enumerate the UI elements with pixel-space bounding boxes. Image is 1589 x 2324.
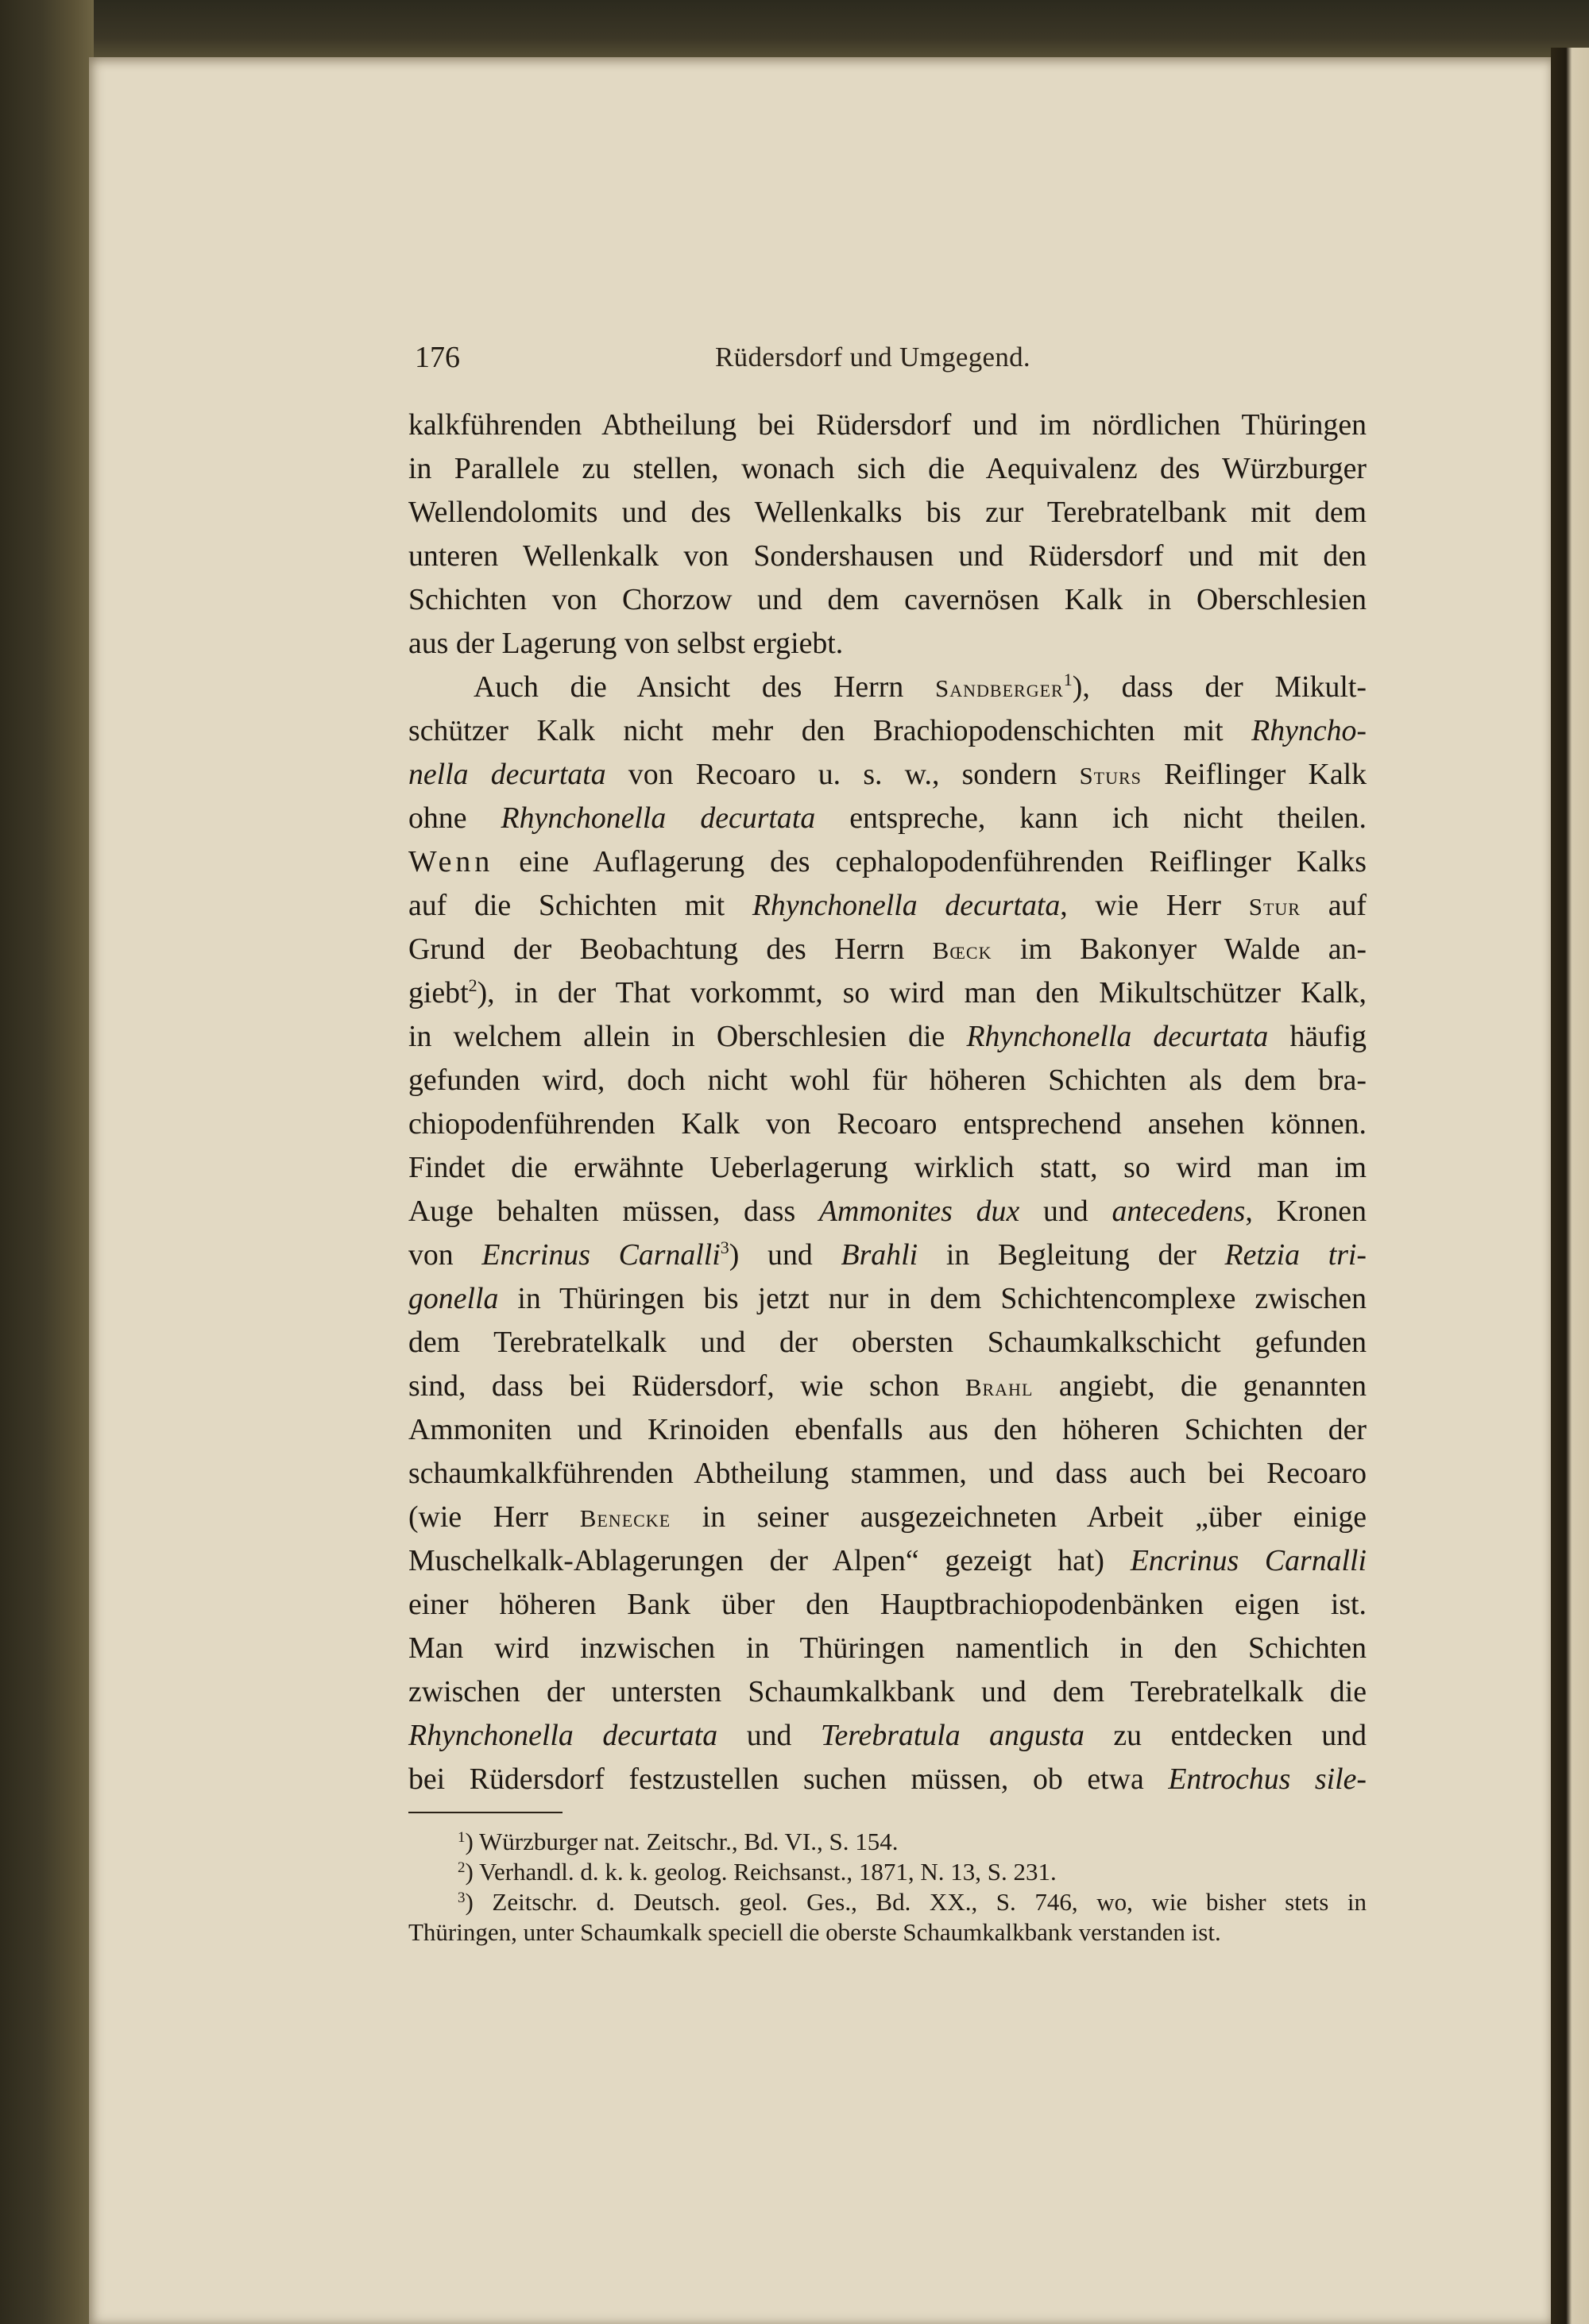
text-line: auf die Schichten mit Rhynchonella decurtata, wie Herr Stur auf bbox=[408, 889, 1367, 922]
text-line: chiopodenführenden Kalk von Recoaro entsprechend ansehen können. bbox=[408, 1107, 1367, 1141]
footnote-ref: 2 bbox=[468, 975, 477, 995]
footnote-3-continued: Thüringen, unter Schaumkalk speciell die oberste Schaumkalkbank verstanden ist. bbox=[408, 1918, 1221, 1946]
author-name: Brahl bbox=[965, 1373, 1034, 1401]
text-line: (wie Herr Benecke in seiner ausgezeichneten Arbeit „über einige bbox=[408, 1500, 1367, 1534]
taxon-name: Rhynchonella decurtata bbox=[966, 1020, 1269, 1053]
text-line: Auge behalten müssen, dass Ammonites dux und antecedens, Kronen bbox=[408, 1195, 1367, 1228]
author-name: Bœck bbox=[932, 936, 992, 964]
footnotes bbox=[408, 1827, 1367, 1948]
text-line: unteren Wellenkalk von Sondershausen und Rüdersdorf und mit den bbox=[408, 539, 1367, 573]
text-line: dem Terebratelkalk und der obersten Schaumkalkschicht gefunden bbox=[408, 1326, 1367, 1359]
text-line: aus der Lagerung von selbst ergiebt. bbox=[408, 627, 844, 660]
taxon-name: Rhyncho- bbox=[1251, 714, 1367, 747]
book-spine bbox=[0, 0, 94, 2324]
text-line: schaumkalkführenden Abtheilung stammen, und dass auch bei Recoaro bbox=[408, 1457, 1367, 1490]
footnote-rule bbox=[408, 1812, 563, 1813]
text-line: zwischen der untersten Schaumkalkbank und dem Terebratelkalk die bbox=[408, 1675, 1367, 1708]
footnote-2: $^2$) Verhandl. d. k. k. geolog. Reichsanst., 1871, N. 13, S. 231. bbox=[458, 1858, 1057, 1886]
page-header bbox=[415, 340, 1368, 380]
taxon-name: Rhynchonella decurtata bbox=[752, 889, 1061, 922]
taxon-name: gonella bbox=[408, 1282, 499, 1315]
footnote-ref: 3 bbox=[720, 1237, 729, 1257]
text-line: einer höheren Bank über den Hauptbrachiopodenbänken eigen ist. bbox=[408, 1588, 1367, 1621]
body-text bbox=[408, 403, 1367, 1801]
taxon-name: Brahli bbox=[841, 1238, 918, 1272]
footnote-1: $^1$) Würzburger nat. Zeitschr., Bd. VI., S. 154. bbox=[458, 1828, 899, 1855]
text-line: kalkführenden Abtheilung bei Rüdersdorf und im nördlichen Thüringen bbox=[408, 408, 1367, 442]
text-line: Wellendolomits und des Wellenkalks bis zur Terebratelbank mit dem bbox=[408, 496, 1367, 529]
author-name: Sandberger bbox=[935, 674, 1064, 702]
text-line: Wenn eine Auflagerung des cephalopodenführenden Reiflinger Kalks bbox=[408, 845, 1367, 878]
taxon-name: Encrinus Carnalli bbox=[1130, 1544, 1367, 1577]
running-title: Rüdersdorf und Umgegend. bbox=[715, 342, 1030, 373]
taxon-name: Rhynchonella decurtata bbox=[408, 1719, 718, 1752]
text-line: Grund der Beobachtung des Herrn Bœck im Bakonyer Walde an- bbox=[408, 932, 1367, 966]
page-number: 176 bbox=[415, 341, 460, 374]
text-line: bei Rüdersdorf festzustellen suchen müssen, ob etwa Entrochus sile- bbox=[408, 1762, 1367, 1796]
text-line: giebt$^2$), in der That vorkommt, so wird man den Mikultschützer Kalk, bbox=[408, 975, 1367, 1010]
taxon-name: antecedens bbox=[1112, 1195, 1246, 1228]
taxon-name: Rhynchonella decurtata bbox=[501, 801, 816, 835]
text-line: Muschelkalk-Ablagerungen der Alpen“ gezeigt hat) Encrinus Carnalli bbox=[408, 1544, 1367, 1577]
text-line: Findet die erwähnte Ueberlagerung wirklich statt, so wird man im bbox=[408, 1151, 1367, 1184]
text-line: in Parallele zu stellen, wonach sich die Aequivalenz des Würzburger bbox=[408, 452, 1367, 485]
book-top-edge bbox=[0, 0, 1589, 64]
footnote-3: $^3$) Zeitschr. d. Deutsch. geol. Ges., Bd. XX., S. 746, wo, wie bisher stets in bbox=[458, 1888, 1367, 1916]
text-line: Auch die Ansicht des Herrn Sandberger$^1$), dass der Mikult- bbox=[474, 670, 1367, 704]
text-line: gefunden wird, doch nicht wohl für höheren Schichten als dem bra- bbox=[408, 1064, 1367, 1097]
taxon-name: Entrochus sile- bbox=[1168, 1762, 1367, 1796]
taxon-name: Encrinus Carnalli bbox=[481, 1238, 721, 1272]
spaced-word: Wenn bbox=[408, 845, 494, 878]
footnote-ref: 1 bbox=[1063, 670, 1073, 689]
taxon-name: Ammonites dux bbox=[818, 1195, 1020, 1228]
author-name: Sturs bbox=[1079, 762, 1142, 789]
taxon-name: nella decurtata bbox=[408, 758, 606, 791]
author-name: Benecke bbox=[579, 1504, 671, 1532]
taxon-name: Terebratula angusta bbox=[820, 1719, 1084, 1752]
text-line: Man wird inzwischen in Thüringen namentlich in den Schichten bbox=[408, 1631, 1367, 1665]
author-name: Stur bbox=[1248, 893, 1301, 921]
text-line: Schichten von Chorzow und dem cavernösen Kalk in Oberschlesien bbox=[408, 583, 1367, 616]
text-line: ohne Rhynchonella decurtata entspreche, kann ich nicht theilen. bbox=[408, 801, 1367, 835]
text-line: gonella in Thüringen bis jetzt nur in dem Schichtencomplexe zwischen bbox=[408, 1282, 1367, 1315]
book-gutter-right bbox=[1551, 48, 1589, 2324]
text-line: sind, dass bei Rüdersdorf, wie schon Brahl angiebt, die genannten bbox=[408, 1369, 1367, 1403]
text-line: schützer Kalk nicht mehr den Brachiopodenschichten mit Rhyncho- bbox=[408, 714, 1367, 747]
text-line: Ammoniten und Krinoiden ebenfalls aus den höheren Schichten der bbox=[408, 1413, 1367, 1446]
text-line: nella decurtata von Recoaro u. s. w., sondern Sturs Reiflinger Kalk bbox=[408, 758, 1367, 791]
text-line: in welchem allein in Oberschlesien die Rhynchonella decurtata häufig bbox=[408, 1020, 1367, 1053]
taxon-name: Retzia tri- bbox=[1224, 1238, 1367, 1272]
text-line: Rhynchonella decurtata und Terebratula angusta zu entdecken und bbox=[408, 1719, 1367, 1752]
text-line: von Encrinus Carnalli$^3$) und Brahli in Begleitung der Retzia tri- bbox=[408, 1237, 1367, 1272]
